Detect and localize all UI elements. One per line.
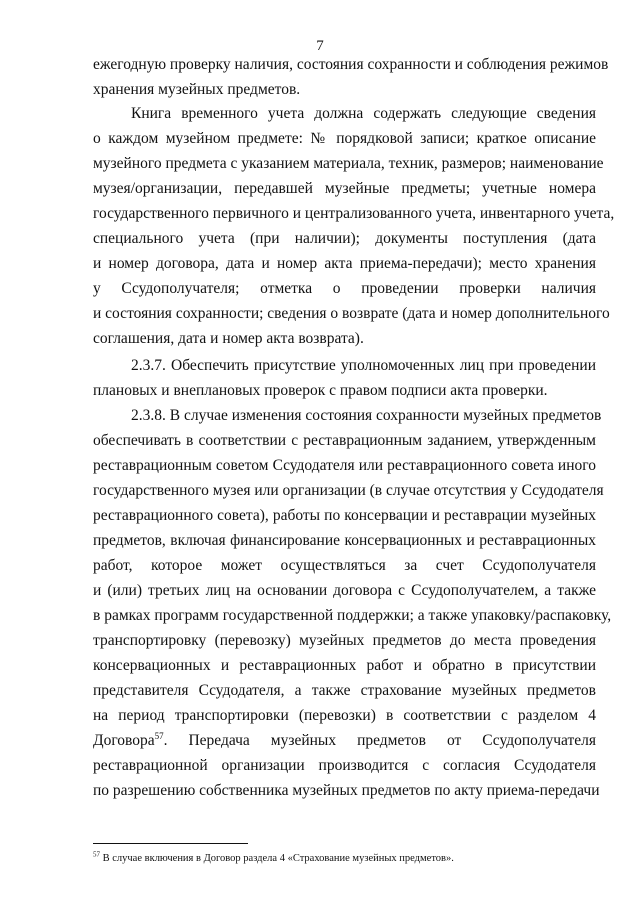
footnote-reference: 57	[154, 730, 164, 741]
text-line: соглашения, дата и номер акта возврата).	[93, 330, 364, 347]
text-line: и номер договора, дата и номер акта приема-передачи); место хранения	[93, 255, 596, 272]
text-line: предметов, включая финансирование консервационных и реставрационных	[93, 532, 596, 549]
text-line: консервационных и реставрационных работ и обратно в присутствии	[93, 657, 596, 674]
text-fragment: . Передача музейных предметов от Ссудополучателя	[163, 732, 596, 749]
text-line: реставрационного совета), работы по консервации и реставрации музейных	[93, 507, 596, 524]
text-line: музейного предмета с указанием материала, техник, размеров; наименование	[93, 155, 604, 172]
text-line	[93, 731, 596, 751]
text-line: реставрационной организации производится с согласия Ссудодателя	[93, 757, 596, 774]
text-line: плановых и внеплановых проверок с правом подписи акта проверки.	[93, 382, 548, 399]
text-line: на период транспортировки (перевозки) в соответствии с разделом 4	[93, 707, 596, 724]
text-fragment: Договора	[93, 732, 155, 749]
text-line: 2.3.8. В случае изменения состояния сохранности музейных предметов	[131, 407, 602, 424]
text-line: специального учета (при наличии); документы поступления (дата	[93, 230, 596, 247]
text-line: по разрешению собственника музейных предметов по акту приема-передачи	[93, 782, 600, 799]
text-line: представителя Ссудодателя, а также страхование музейных предметов	[93, 682, 596, 699]
text-line: государственного первичного и централизованного учета, инвентарного учета,	[93, 205, 615, 222]
text-line: транспортировку (перевозку) музейных предметов до места проведения	[93, 632, 596, 649]
text-line: у Ссудополучателя; отметка о проведении проверки наличия	[93, 280, 596, 297]
text-line: хранения музейных предметов.	[93, 81, 301, 98]
text-line: и состояния сохранности; сведения о возврате (дата и номер дополнительного	[93, 305, 610, 322]
text-line: о каждом музейном предмете: № порядковой записи; краткое описание	[93, 130, 596, 147]
text-line: Книга временного учета должна содержать следующие сведения	[131, 105, 596, 122]
text-line: работ, которое может осуществляться за счет Ссудополучателя	[93, 557, 596, 574]
text-line: музея/организации, передавшей музейные предметы; учетные номера	[93, 180, 596, 197]
footnote-text: В случае включения в Договор раздела 4 «Страхование музейных предметов».	[100, 853, 454, 864]
page-number: 7	[316, 38, 324, 54]
text-line: 2.3.7. Обеспечить присутствие уполномоченных лиц при проведении	[131, 357, 596, 374]
text-line: ежегодную проверку наличия, состояния сохранности и соблюдения режимов	[93, 56, 609, 73]
footnote-marker: 57	[93, 850, 100, 859]
text-line: государственного музея или организации (в случае отсутствия у Ссудодателя	[93, 482, 604, 499]
text-line: в рамках программ государственной поддержки; а также упаковку/распаковку,	[93, 607, 612, 624]
text-line: обеспечивать в соответствии с реставрационным заданием, утвержденным	[93, 432, 596, 449]
text-line: реставрационным советом Ссудодателя или реставрационного совета иного	[93, 457, 596, 474]
text-line: и (или) третьих лиц на основании договора с Ссудополучателем, а также	[93, 582, 596, 599]
footnote-divider	[93, 843, 248, 844]
footnote	[93, 852, 454, 866]
